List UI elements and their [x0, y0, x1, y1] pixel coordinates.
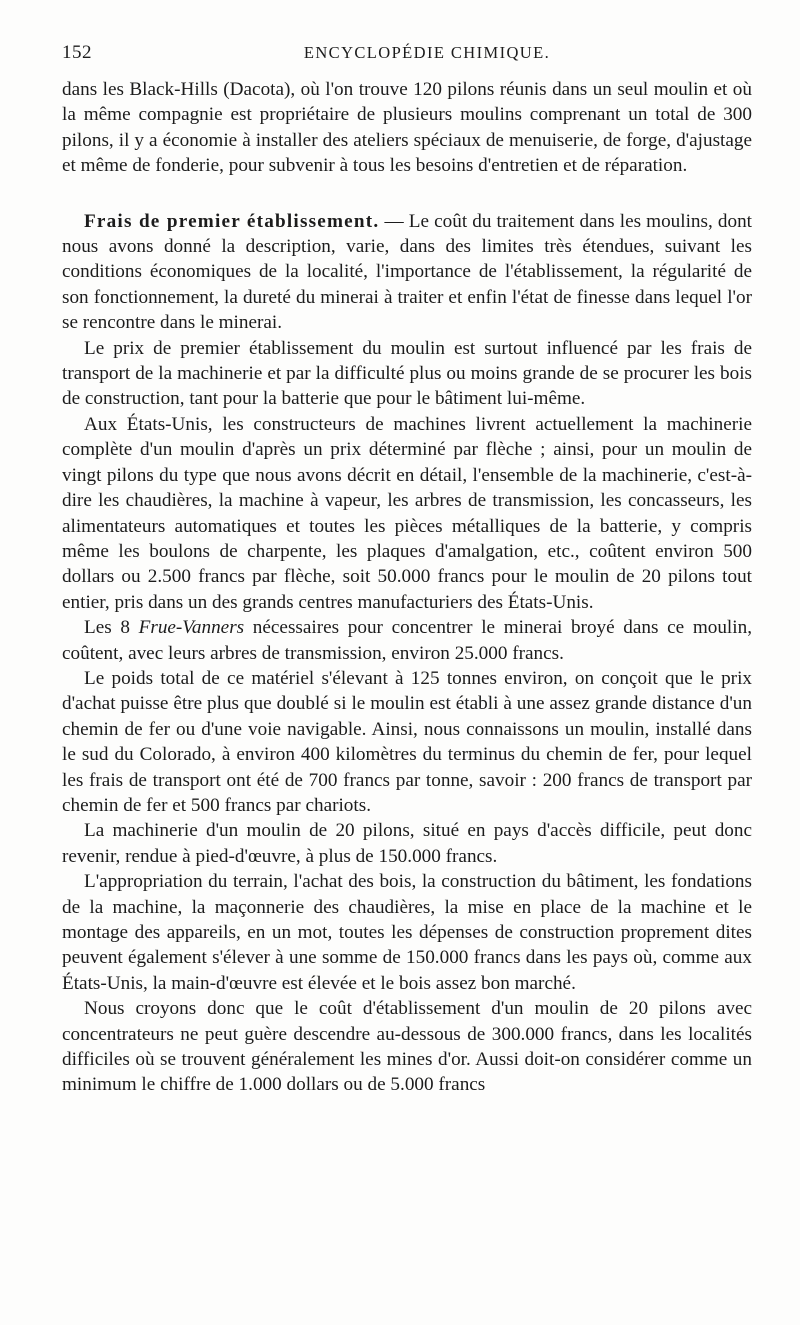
paragraph-frue-vanners — [62, 615, 752, 666]
paragraph-frais-etablissement — [62, 209, 752, 336]
paragraph-prix-etablissement: Le prix de premier établissement du moulin est surtout influencé par les frais de transport de la machinerie et par la difficulté plus ou moins grande de se procurer les bois de construction, tant pour la batterie que pour le bâtiment lui-même. — [62, 337, 752, 410]
book-title: ENCYCLOPÉDIE CHIMIQUE. — [303, 43, 551, 62]
body-text — [62, 77, 752, 1098]
paragraph-black-hills: dans les Black-Hills (Dacota), où l'on trouve 120 pilons réunis dans un seul moulin et où la même compagnie est propriétaire de plusieurs moulins comprenant un total de 300 pilons, il y a économie à installer des ateliers spéciaux de menuiserie, de forge, d'ajustage et même de fonderie, pour subvenir à tous les besoins d'entretien et de réparation. — [62, 79, 752, 177]
page-number: 152 — [62, 42, 92, 63]
running-head — [62, 42, 752, 68]
paragraph-appropriation: L'appropriation du terrain, l'achat des bois, la construction du bâtiment, les fondations de la machine, la maçonnerie des chaudières, la mise en place de la machine et le montage des appareils, en un mot, toutes les dépenses de construction proprement dites peuvent également s'élever à une somme de 150.000 francs dans les pays où, comme aux États-Unis, la main-d'œuvre est élevée et le bois assez bon marché. — [62, 871, 752, 994]
section-heading: Frais de premier établissement. — [84, 210, 380, 232]
italic-term: Frue-Vanners — [138, 617, 245, 639]
paragraph-text: Les 8 — [84, 617, 139, 639]
paragraph-conclusion: Nous croyons donc que le coût d'établissement d'un moulin de 20 pilons avec concentrateurs ne peut guère descendre au-dessous de 300.000 francs, dans les localités difficiles où se trouvent généralement les mines d'or. Aussi doit-on considérer comme un minimum le chiffre de 1.000 dollars ou de 5.000 francs — [62, 998, 752, 1096]
paragraph-poids-total: Le poids total de ce matériel s'élevant à 125 tonnes environ, on conçoit que le prix d'achat puisse être plus que doublé si le moulin est établi à une assez grande distance d'un chemin de fer ou d'une voie navigable. Ainsi, nous connaissons un moulin, installé dans le sud du Colorado, à environ 400 kilomètres du terminus du chemin de fer, pour lequel les frais de transport ont été de 700 francs par tonne, savoir : 200 francs de transport par chemin de fer et 500 francs par chariots. — [62, 667, 752, 816]
paragraph-text: nécessaires pour concentrer le minerai broyé dans ce moulin, coûtent, avec leurs arbres de transmission, environ 25.000 francs. — [62, 617, 752, 664]
paragraph-machinerie: La machinerie d'un moulin de 20 pilons, situé en pays d'accès difficile, peut donc revenir, rendue à pied-d'œuvre, à plus de 150.000 francs. — [62, 820, 752, 867]
paragraph-text: — Le coût du traitement dans les moulins, dont nous avons donné la description, varie, dans des limites très étendues, suivant les conditions économiques de la localité, l'importance de l'établissement, la régularité de son fonctionnement, la dureté du minerai à traiter et enfin l'état de finesse dans lequel l'or se rencontre dans le minerai. — [62, 210, 753, 334]
paragraph-etats-unis: Aux États-Unis, les constructeurs de machines livrent actuellement la machinerie complète d'un moulin d'après un prix déterminé par flèche ; ainsi, pour un moulin de vingt pilons du type que nous avons décrit en détail, l'ensemble de la machinerie, c'est-à-dire les chaudières, la machine à vapeur, les arbres de transmission, les concasseurs, les alimentateurs automatiques et toutes les pièces métalliques de la batterie, y compris même les boulons de charpente, les plaques d'amalgation, etc., coûtent environ 500 dollars ou 2.500 francs par flèche, soit 50.000 francs pour le moulin de 20 pilons tout entier, pris dans un des grands centres manufacturiers des États-Unis. — [62, 413, 752, 613]
